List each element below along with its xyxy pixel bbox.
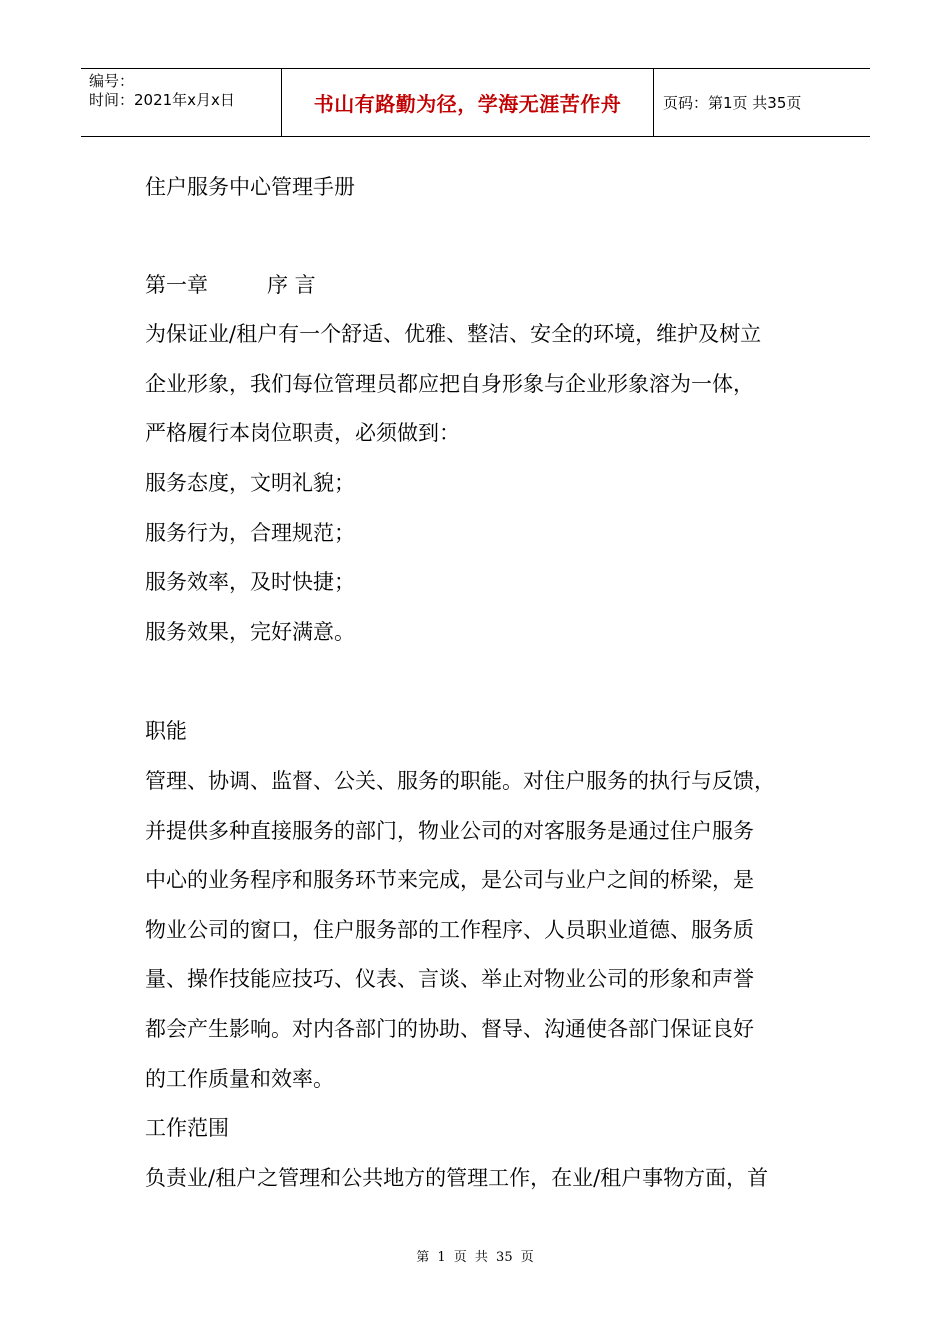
- header-meta: [81, 69, 282, 136]
- chapter-heading: [145, 272, 316, 298]
- chapter-number: 第一章: [145, 273, 208, 297]
- paragraph-line: 企业形象，我们每位管理员都应把自身形象与企业形象溶为一体，: [145, 372, 754, 396]
- page-footer: 第 1 页 共 35 页: [416, 1250, 534, 1265]
- list-item: 服务效果，完好满意。: [145, 620, 355, 644]
- paragraph-line: 量、操作技能应技巧、仪表、言谈、举止对物业公司的形象和声誉: [145, 967, 754, 991]
- page-header: [81, 68, 870, 137]
- paragraph-line: 的工作质量和效率。: [145, 1067, 334, 1091]
- section-heading-scope: 工作范围: [145, 1116, 229, 1140]
- number-label: 编号：: [89, 72, 135, 90]
- paragraph-line: 为保证业/租户有一个舒适、优雅、整洁、安全的环境，维护及树立: [145, 322, 762, 346]
- list-item: 服务效率，及时快捷；: [145, 570, 355, 594]
- header-page-info: 页码：第1页 共35页: [663, 94, 802, 112]
- document-title: 住户服务中心管理手册: [145, 175, 355, 199]
- section-heading-functions: 职能: [145, 719, 187, 743]
- paragraph-line: 都会产生影响。对内各部门的协助、督导、沟通使各部门保证良好: [145, 1017, 754, 1041]
- paragraph-line: 严格履行本岗位职责，必须做到：: [145, 421, 460, 445]
- list-item: 服务态度，文明礼貌；: [145, 471, 355, 495]
- paragraph-line: 中心的业务程序和服务环节来完成，是公司与业户之间的桥梁，是: [145, 868, 754, 892]
- paragraph-line: 管理、协调、监督、公关、服务的职能。对住户服务的执行与反馈，: [145, 769, 775, 793]
- list-item: 服务行为，合理规范；: [145, 521, 355, 545]
- paragraph-line: 物业公司的窗口，住户服务部的工作程序、人员职业道德、服务质: [145, 918, 754, 942]
- header-motto: 书山有路勤为径，学海无涯苦作舟: [282, 69, 654, 136]
- time-label: 时间：2021年x月x日: [89, 91, 235, 109]
- paragraph-line: 并提供多种直接服务的部门，物业公司的对客服务是通过住户服务: [145, 819, 754, 843]
- paragraph-line: 负责业/租户之管理和公共地方的管理工作，在业/租户事物方面，首: [145, 1166, 769, 1190]
- chapter-title: 序 言: [267, 273, 316, 297]
